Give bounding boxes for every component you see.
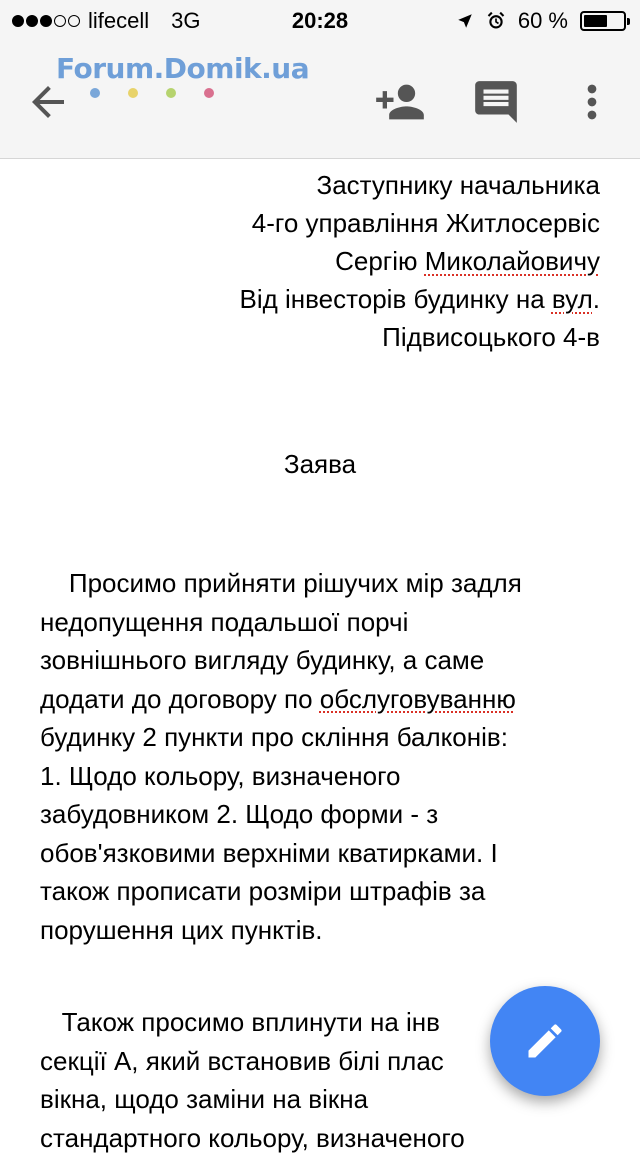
battery-icon xyxy=(580,11,626,31)
status-time: 20:28 xyxy=(0,8,640,34)
battery-level xyxy=(584,15,607,27)
comment-icon xyxy=(471,77,521,127)
spellcheck-word[interactable]: вул xyxy=(552,284,593,314)
arrow-back-icon xyxy=(24,78,72,126)
text-line: вікна, щодо заміни на вікна xyxy=(40,1080,600,1119)
comment-button[interactable] xyxy=(470,76,522,128)
text-line: зовнішнього вигляду будинку, а саме xyxy=(40,641,600,680)
text-line: стандартного кольору, визначеного xyxy=(40,1119,600,1157)
forum-logo xyxy=(56,52,309,85)
spellcheck-word[interactable]: Миколайовичу xyxy=(425,246,600,276)
alarm-clock-icon xyxy=(486,11,506,31)
status-bar xyxy=(0,0,640,40)
text-line: недопущення подальшої порчі xyxy=(40,603,600,642)
text-line: порушення цих пунктів. xyxy=(40,911,600,950)
text-line: 1. Щодо кольору, визначеного xyxy=(40,757,600,796)
logo-text: Forum.Domik.ua xyxy=(56,52,309,85)
add-person-button[interactable] xyxy=(374,76,426,128)
text-line: забудовником 2. Щодо форми - з xyxy=(40,795,600,834)
location-arrow-icon xyxy=(456,12,474,30)
paragraph-1 xyxy=(40,564,600,949)
battery-percent: 60 % xyxy=(518,8,568,34)
logo-dot xyxy=(204,88,214,98)
address-line: Від інвесторів будинку на вул. xyxy=(240,280,601,318)
text-line: додати до договору по обслуговуванню xyxy=(40,680,600,719)
text-line: обов'язковими верхніми кватирками. І xyxy=(40,834,600,873)
app-bar xyxy=(0,40,640,159)
person-add-icon xyxy=(374,76,426,128)
logo-dot xyxy=(128,88,138,98)
spellcheck-word[interactable]: обслуговуванню xyxy=(320,684,516,714)
logo-dot xyxy=(90,88,100,98)
address-line: Підвисоцького 4-в xyxy=(240,318,601,356)
status-right xyxy=(456,8,626,34)
text-line: також прописати розміри штрафів за xyxy=(40,872,600,911)
document-title: Заява xyxy=(0,445,640,483)
address-line: Сергію Миколайовичу xyxy=(240,242,601,280)
edit-pencil-icon xyxy=(523,1019,567,1063)
more-vert-icon xyxy=(566,76,618,128)
text-line: секції А, який встановив білі плас xyxy=(40,1042,600,1081)
address-line: Заступнику начальника xyxy=(240,166,601,204)
text-line: Просимо прийняти рішучих мір задля xyxy=(40,564,600,603)
more-options-button[interactable] xyxy=(566,76,618,128)
text-line: Також просимо вплинути на інв xyxy=(40,1003,600,1042)
back-button[interactable] xyxy=(24,78,72,126)
address-line: 4-го управління Житлосервіс xyxy=(240,204,601,242)
carrier-name: lifecell xyxy=(88,8,149,34)
edit-fab-button[interactable] xyxy=(490,986,600,1096)
addressee-block xyxy=(240,166,601,356)
logo-dot xyxy=(166,88,176,98)
text-line: будинку 2 пункти про скління балконів: xyxy=(40,718,600,757)
logo-dots xyxy=(90,88,214,98)
network-type: 3G xyxy=(171,8,200,34)
